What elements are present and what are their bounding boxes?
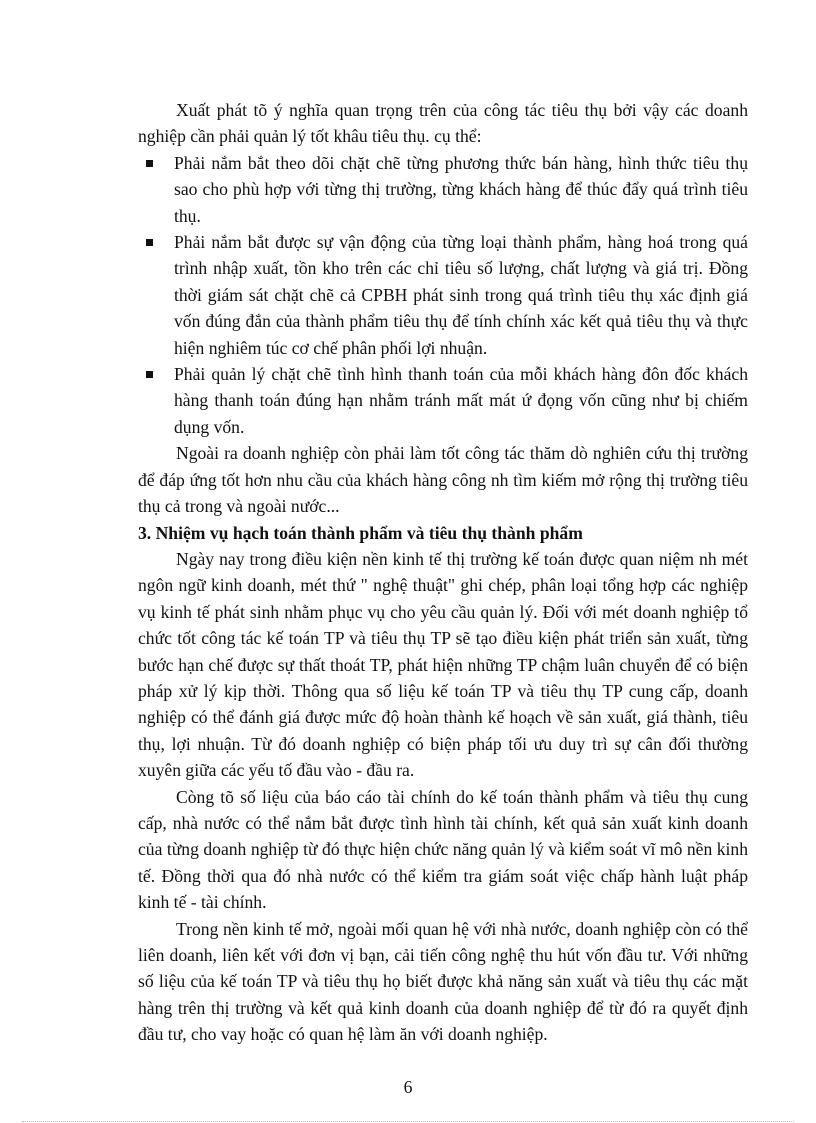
- square-bullet-icon: [146, 239, 153, 246]
- paragraph-open-economy: Trong nền kinh tế mở, ngoài mối quan hệ với nhà nước, doanh nghiệp còn có thể liên doanh, liên kết với đơn vị bạn, cải tiến công nghệ thu hút vốn đầu tư. Với những số liệu của kế toán TP và tiêu thụ họ biết được khả năng sản xuất và tiêu thụ các mặt hàng trên thị trường và kết quả kinh doanh của doanh nghiệp để từ đó ra quyết định đầu tư, cho vay hoặc có quan hệ làm ăn với doanh nghiệp.: [138, 918, 748, 1045]
- paragraph-intro: Xuất phát tõ ý nghĩa quan trọng trên của công tác tiêu thụ bởi vậy các doanh nghiệp cần phải quản lý tốt khâu tiêu thụ. cụ thể:: [138, 100, 748, 147]
- paragraph-state-oversight: Còng tõ số liệu của báo cáo tài chính do kế toán thành phẩm và tiêu thụ cung cấp, nhà nước có thể nắm bắt được tình hình tài chính, kết quả sản xuất kinh doanh của từng doanh nghiệp từ đó thực hiện chức năng quản lý và kiểm soát vĩ mô nền kinh tế. Đồng thời qua đó nhà nước có thể kiểm tra giám soát việc chấp hành luật pháp kinh tế - tài chính.: [138, 786, 748, 913]
- list-item: [138, 229, 748, 361]
- page-bottom-divider: [22, 1121, 794, 1122]
- square-bullet-icon: [146, 371, 153, 378]
- paragraph-accounting-role: Ngày nay trong điều kiện nền kinh tế thị trường kế toán được quan niệm nh mét ngôn ngữ kinh doanh, mét thứ " nghệ thuật" ghi chép, phân loại tổng hợp các nghiệp vụ kinh tế phát sinh nhằm phục vụ cho yêu cầu quản lý. Đối với mét doanh nghiệp tổ chức tốt công tác kế toán TP và tiêu thụ TP sẽ tạo điều kiện phát triển sản xuất, từng bước hạn chế được sự thất thoát TP, phát hiện những TP chậm luân chuyển để có biện pháp xử lý kịp thời. Thông qua số liệu kế toán TP và tiêu thụ TP cung cấp, doanh nghiệp có thể đánh giá được mức độ hoàn thành kế hoạch về sản xuất, giá thành, tiêu thụ, lợi nhuận. Từ đó doanh nghiệp có biện pháp tối ưu duy trì sự cân đối thường xuyên giữa các yếu tố đầu vào - đầu ra.: [138, 548, 748, 781]
- list-item: [138, 150, 748, 229]
- list-item-text: Phải nắm bắt theo dõi chặt chẽ từng phương thức bán hàng, hình thức tiêu thụ sao cho phù hợp với từng thị trường, từng khách hàng để thúc đẩy quá trình tiêu thụ.: [174, 152, 748, 226]
- section-heading: 3. Nhiệm vụ hạch toán thành phẩm và tiêu thụ thành phẩm: [138, 522, 583, 543]
- list-item-text: Phải nắm bắt được sự vận động của từng loại thành phẩm, hàng hoá trong quá trình nhập xuất, tồn kho trên các chỉ tiêu số lượng, chất lượng và giá trị. Đồng thời giám sát chặt chẽ cả CPBH phát sinh trong quá trình tiêu thụ xác định giá vốn đúng đắn của thành phẩm tiêu thụ để tính chính xác kết quả tiêu thụ và thực hiện nghiêm túc cơ chế phân phối lợi nhuận.: [174, 232, 748, 358]
- list-item-text: Phải quản lý chặt chẽ tình hình thanh toán của mỗi khách hàng đôn đốc khách hàng thanh toán đúng hạn nhằm tránh mất mát ứ đọng vốn cũng như bị chiếm dụng vốn.: [174, 364, 748, 437]
- square-bullet-icon: [146, 160, 153, 167]
- requirements-list: [138, 150, 748, 440]
- list-item: [138, 361, 748, 440]
- page-number: 6: [403, 1077, 413, 1097]
- document-body: [138, 97, 748, 1048]
- paragraph-market-research: Ngoài ra doanh nghiệp còn phải làm tốt công tác thăm dò nghiên cứu thị trường để đáp ứng tốt hơn nhu cầu của khách hàng công nh tìm kiếm mở rộng thị trường tiêu thụ cả trong và ngoài nước...: [138, 443, 748, 517]
